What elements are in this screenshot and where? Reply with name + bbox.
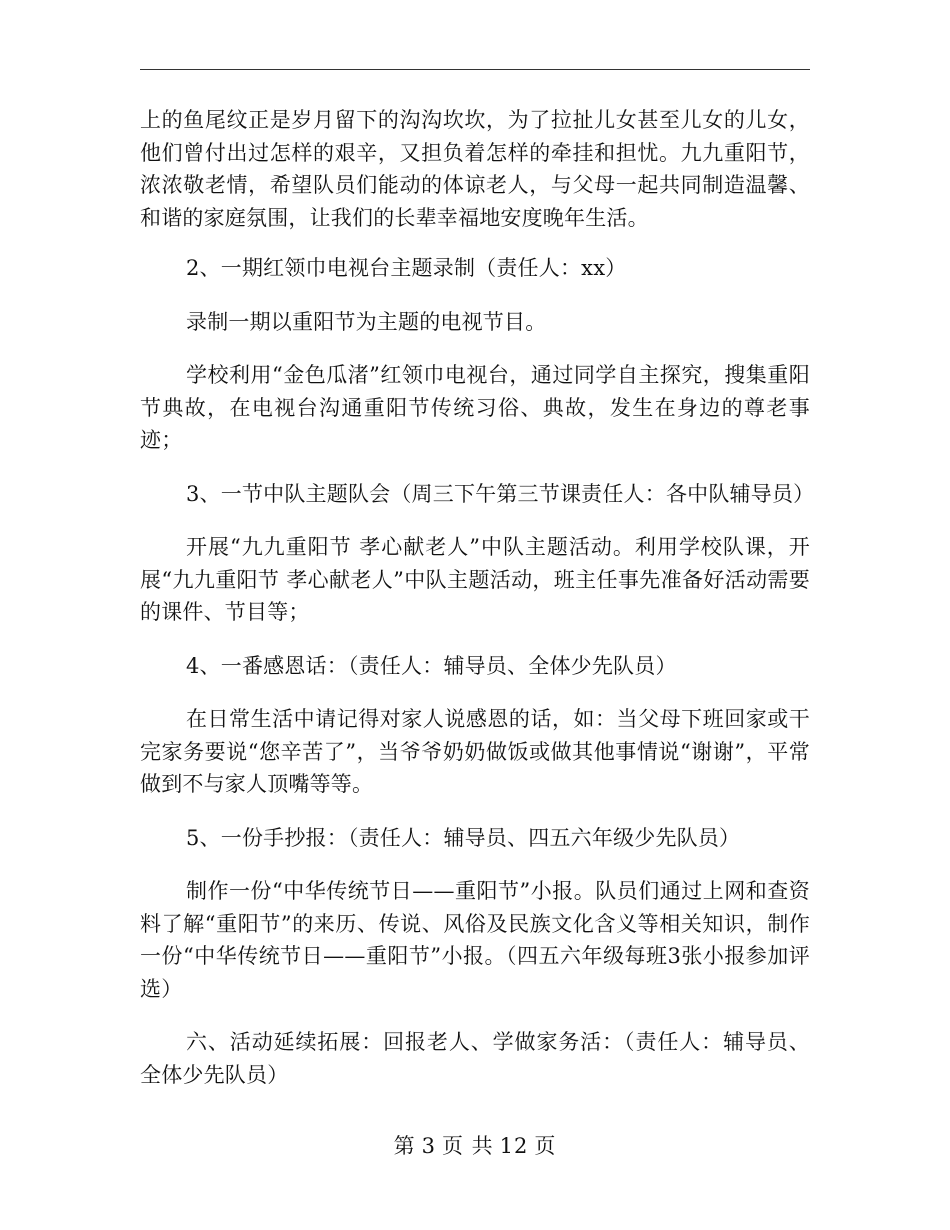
paragraph-4: 学校利用“金色瓜渚”红领巾电视台，通过同学自主探究，搜集重阳节典故，在电视台沟通重阳节传统习俗、典故，发生在身边的尊老事迹； — [140, 363, 810, 452]
header-rule — [140, 69, 810, 70]
footer-current-page: 3 — [421, 1134, 436, 1158]
paragraph-2: 2、一期红领巾电视台主题录制（责任人：xx） — [186, 256, 627, 280]
footer-prefix: 第 — [393, 1134, 416, 1158]
paragraph-7: 4、一番感恩话：（责任人：辅导员、全体少先队员） — [186, 653, 677, 678]
page-footer — [0, 1132, 950, 1160]
paragraph-3: 录制一期以重阳节为主题的电视节目。 — [186, 309, 547, 334]
paragraph-9: 5、一份手抄报：（责任人：辅导员、四五六年级少先队员） — [186, 825, 741, 850]
footer-suffix: 页 — [534, 1134, 557, 1158]
paragraph-11: 六、活动延续拓展：回报老人、学做家务活：（责任人：辅导员、全体少先队员） — [140, 1030, 810, 1087]
document-body — [140, 104, 815, 1112]
footer-middle: 页 共 — [441, 1134, 494, 1158]
paragraph-1: 上的鱼尾纹正是岁月留下的沟沟坎坎，为了拉扯儿女甚至儿女的儿女，他们曾付出过怎样的艰辛，又担负着怎样的牵挂和担忧。九九重阳节，浓浓敬老情，希望队员们能动的体谅老人，与父母一起共同制造温馨、和谐的家庭氛围，让我们的长辈幸福地安度晚年生活。 — [140, 108, 810, 230]
paragraph-5: 3、一节中队主题队会（周三下午第三节课责任人：各中队辅导员） — [186, 481, 815, 506]
footer-total-pages: 12 — [499, 1134, 529, 1158]
paragraph-8: 在日常生活中请记得对家人说感恩的话，如：当父母下班回家或干完家务要说“您辛苦了”，当爷爷奶奶做饭或做其他事情说“谢谢”，平常做到不与家人顶嘴等等。 — [140, 707, 810, 796]
paragraph-6: 开展“九九重阳节 孝心献老人”中队主题活动。利用学校队课，开展“九九重阳节 孝心献老人”中队主题活动，班主任事先准备好活动需要的课件、节目等； — [140, 535, 810, 624]
paragraph-10: 制作一份“中华传统节日——重阳节”小报。队员们通过上网和查资料了解“重阳节”的来历、传说、风俗及民族文化含义等相关知识，制作一份“中华传统节日——重阳节”小报。（四五六年级每班3张小报参加评选） — [140, 879, 810, 1001]
